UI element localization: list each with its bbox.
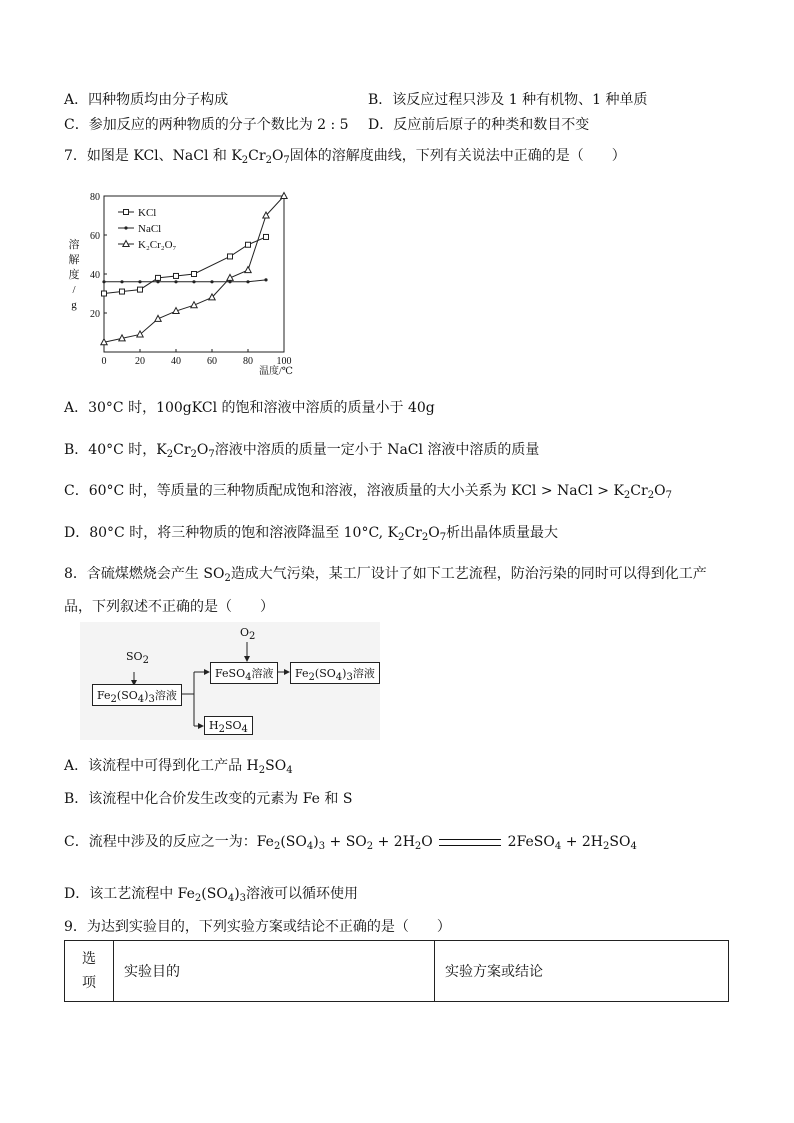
y-tick-label: 40 — [90, 270, 100, 281]
q7-option-b: B．40°C 时，$K_2Cr_2O_7$溶液中溶质的质量一定小于 NaCl 溶液中溶质的质量 — [64, 442, 540, 460]
data-point-triangle — [245, 267, 251, 273]
flow-box-fe2so43-start: $Fe_2(SO_4)_3$溶液 — [92, 684, 182, 706]
y-tick-label: 80 — [90, 192, 100, 203]
q8-stem-line2: 品，下列叙述不正确的是（ ） — [64, 599, 274, 615]
data-point-dot — [192, 280, 195, 283]
legend-label: NaCl — [138, 223, 162, 235]
table-header-option: 选 项 — [65, 941, 114, 1002]
data-point-square — [192, 272, 197, 277]
process-flow-diagram — [80, 622, 380, 740]
q7-option-a: A．30°C 时，100gKCl 的饱和溶液中溶质的质量小于 40g — [64, 400, 435, 416]
q7-option-c: C．60°C 时，等质量的三种物质配成饱和溶液，溶液质量的大小关系为 KCl > NaCl > $K_2Cr_2O_7$ — [64, 483, 672, 501]
flow-box-fe2so43-end: $Fe_2(SO_4)_3$溶液 — [290, 662, 380, 684]
data-point-square — [138, 287, 143, 292]
data-point-dot — [138, 280, 141, 283]
y-axis-label-char: 溶 — [68, 239, 80, 251]
q8-option-d: D．该工艺流程中 $Fe_2(SO_4)_3$溶液可以循环使用 — [64, 886, 359, 904]
y-axis-label-char: 度 — [68, 269, 80, 281]
data-point-square — [228, 254, 233, 259]
legend-marker-square — [124, 210, 129, 215]
q6-option-d: D．反应前后原子的种类和数目不变 — [368, 117, 590, 133]
data-point-dot — [174, 280, 177, 283]
x-tick-label: 100 — [276, 356, 292, 367]
x-tick-label: 20 — [135, 356, 145, 367]
flow-label-o2: $O_2$ — [240, 626, 256, 642]
q8-option-a: A．该流程中可得到化工产品 $H_2SO_4$ — [64, 758, 293, 776]
flow-box-feso4: FeSO$_4$溶液 — [210, 662, 278, 684]
y-axis-label-char: 解 — [68, 254, 80, 266]
flow-label-so2: $SO_2$ — [126, 650, 149, 666]
x-tick-label: 60 — [207, 356, 217, 367]
q8-option-b: B．该流程中化合价发生改变的元素为 Fe 和 S — [64, 791, 353, 807]
data-point-square — [264, 234, 269, 239]
y-axis-label-char: g — [71, 299, 77, 311]
data-point-dot — [264, 278, 267, 281]
solubility-chart — [66, 186, 306, 376]
data-point-square — [246, 242, 251, 247]
legend-label: KCl — [138, 207, 157, 219]
q6-option-c: C．参加反应的两种物质的分子个数比为 2 : 5 — [64, 117, 349, 133]
q9-table — [64, 940, 729, 1002]
q6-option-a: A．四种物质均由分子构成 — [64, 92, 229, 108]
y-tick-label: 60 — [90, 231, 100, 242]
equals-sign — [439, 839, 501, 846]
data-point-dot — [210, 280, 213, 283]
table-header-method: 实验方案或结论 — [435, 941, 729, 1002]
data-point-square — [174, 273, 179, 278]
data-point-dot — [102, 280, 105, 283]
x-tick-label: 0 — [101, 356, 107, 367]
y-axis-label-char: / — [72, 284, 76, 296]
data-point-square — [120, 289, 125, 294]
x-tick-label: 80 — [243, 356, 253, 367]
x-axis-label: 温度/℃ — [259, 366, 293, 376]
data-point-dot — [120, 280, 123, 283]
data-point-square — [102, 291, 107, 296]
q8-stem-line1: 8．含硫煤燃烧会产生 $SO_2$造成大气污染，某工厂设计了如下工艺流程，防治污染的同时可以得到化工产 — [64, 566, 707, 584]
x-tick-label: 40 — [171, 356, 181, 367]
table-row — [65, 941, 729, 1002]
series-line — [104, 280, 266, 282]
data-point-square — [156, 275, 161, 280]
solubility-chart-svg — [66, 186, 306, 376]
legend-label: K₂Cr₂O₇ — [138, 239, 177, 251]
q7-stem: 7．如图是 KCl、NaCl 和 $K_2Cr_2O_7$固体的溶解度曲线，下列有关说法中正确的是（ ） — [64, 148, 626, 166]
flow-box-h2so4: $H_2SO_4$ — [204, 716, 253, 735]
q7-option-d: D．80°C 时，将三种物质的饱和溶液降温至 10°C, $K_2Cr_2O_7$析出晶体质量最大 — [64, 525, 559, 543]
y-tick-label: 20 — [90, 309, 100, 320]
data-point-dot — [246, 280, 249, 283]
table-header-purpose: 实验目的 — [114, 941, 435, 1002]
legend-marker-dot — [124, 226, 127, 229]
q9-stem: 9．为达到实验目的，下列实验方案或结论不正确的是（ ） — [64, 919, 451, 935]
q8-option-c: C．流程中涉及的反应之一为：$Fe_2(SO_4)_3 + SO_2 + 2H_2O$ 2FeSO$_4$ + $2H_2SO_4$ — [64, 834, 637, 852]
data-point-dot — [156, 280, 159, 283]
q6-option-b: B．该反应过程只涉及 1 种有机物、1 种单质 — [368, 92, 648, 108]
series-line — [104, 196, 284, 342]
